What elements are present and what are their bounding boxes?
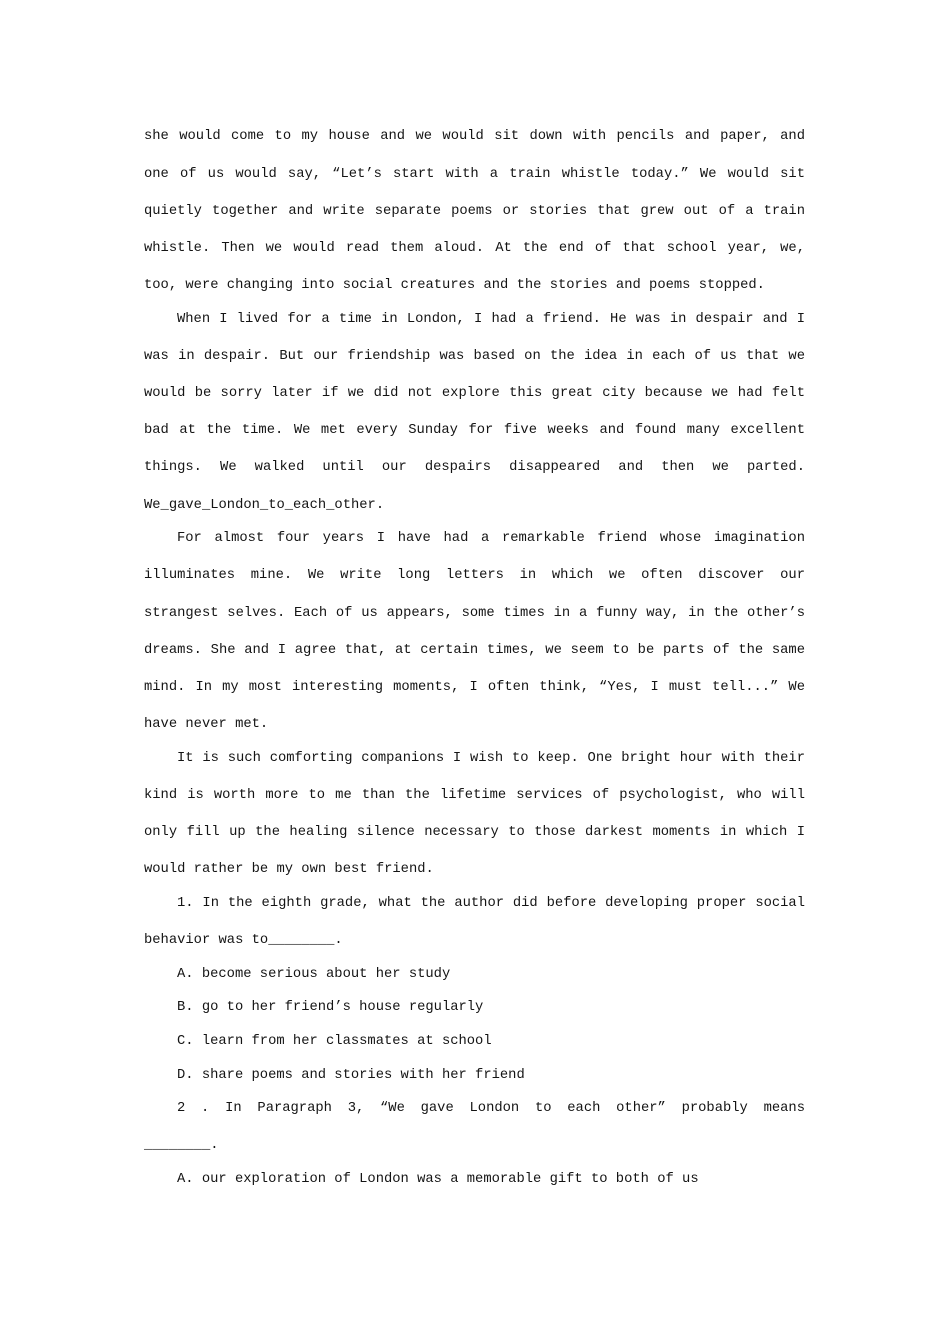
passage-line: For almost four years I have had a remarkable friend whose imagination [177,531,805,547]
question-stem-line: 2 . In Paragraph 3, “We gave London to each other” probably means [177,1101,805,1117]
answer-option: D. share poems and stories with her friend [177,1067,525,1083]
question-2-stem [144,1090,805,1164]
document-body [144,118,805,1194]
passage-line: strangest selves. Each of us appears, some times in a funny way, in the other’s [144,605,805,621]
passage-line: whistle. Then we would read them aloud. At the end of that school year, we, [144,240,805,256]
passage-paragraph-4 [144,740,805,889]
passage-line: illuminates mine. We write long letters in which we often discover our [144,568,805,584]
answer-option: C. learn from her classmates at school [177,1033,492,1049]
passage-line: When I lived for a time in London, I had a friend. He was in despair and I [177,311,805,327]
passage-line: too, were changing into social creatures and the stories and poems stopped. [144,278,765,294]
passage-line: It is such comforting companions I wish to keep. One bright hour with their [177,750,805,766]
passage-line: kind is worth more to me than the lifetime services of psychologist, who will [144,787,805,803]
passage-paragraph-2 [144,301,805,524]
passage-line: she would come to my house and we would sit down with pencils and paper, and [144,129,805,145]
passage-paragraph-3 [144,520,805,743]
question-1-option-d [144,1057,805,1094]
passage-line: would be sorry later if we did not explore this great city because we had felt [144,386,805,402]
passage-line: mind. In my most interesting moments, I often think, “Yes, I must tell...” We [144,680,805,696]
underlined-phrase-line: We_gave_London_to_each_other. [144,497,385,513]
answer-option: B. go to her friend’s house regularly [177,1000,484,1016]
passage-line: quietly together and write separate poems or stories that grew out of a train [144,203,805,219]
question-1-option-a [144,956,805,993]
passage-line: things. We walked until our despairs disappeared and then we parted. [144,460,805,476]
question-stem-line: ________. [144,1138,219,1154]
passage-line: only fill up the healing silence necessary to those darkest moments in which I [144,825,805,841]
question-1-option-c [144,1023,805,1060]
question-1-stem [144,885,805,959]
question-stem-line: 1. In the eighth grade, what the author did before developing proper social [177,895,805,911]
passage-paragraph-1 [144,118,805,304]
question-stem-line: behavior was to________. [144,933,343,949]
question-2-option-a [144,1161,805,1198]
question-1-option-b [144,989,805,1026]
passage-line: bad at the time. We met every Sunday for five weeks and found many excellent [144,423,805,439]
passage-line: was in despair. But our friendship was based on the idea in each of us that we [144,348,805,364]
passage-line: dreams. She and I agree that, at certain times, we seem to be parts of the same [144,642,805,658]
passage-line: one of us would say, “Let’s start with a train whistle today.” We would sit [144,166,805,182]
passage-line: would rather be my own best friend. [144,862,434,878]
answer-option: A. become serious about her study [177,966,451,982]
passage-line: have never met. [144,717,269,733]
answer-option: A. our exploration of London was a memorable gift to both of us [177,1171,699,1187]
